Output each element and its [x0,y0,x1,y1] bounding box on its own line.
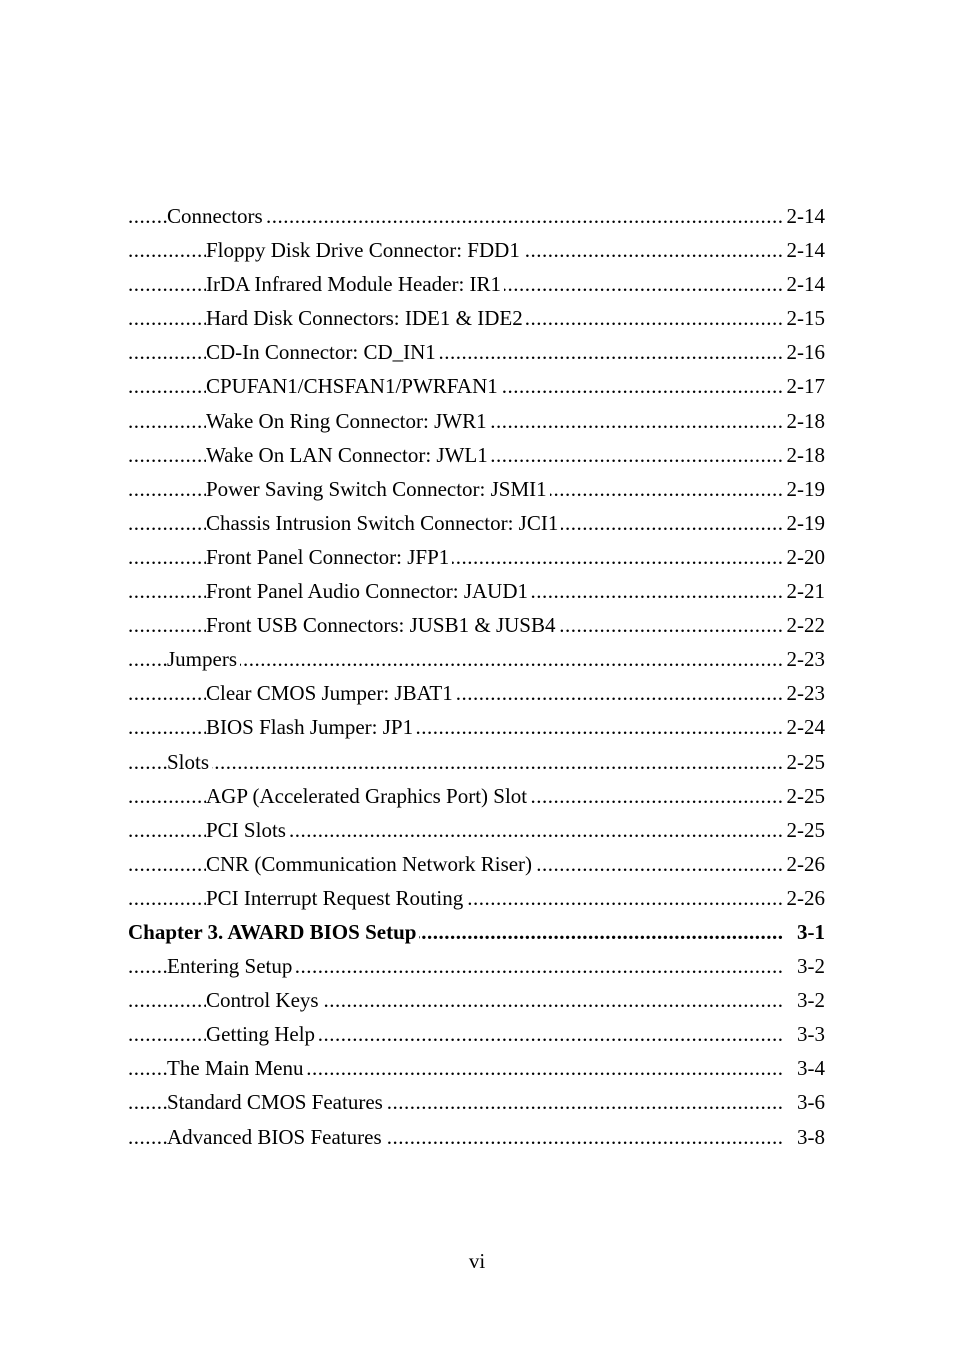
toc-entry-page: 3-3 [793,1017,825,1051]
toc-entry-title: BIOS Flash Jumper: JP1 [206,710,416,744]
toc-subsection-entry[interactable] [0,813,954,847]
toc-entry-title: CD-In Connector: CD_IN1 [206,335,439,369]
toc-entry-title: Control Keys [206,983,322,1017]
toc-entry-title: CNR (Communication Network Riser) [206,847,535,881]
toc-subsection-entry[interactable] [0,779,954,813]
toc-entry-page: 2-18 [783,404,826,438]
toc-entry-page: 3-6 [793,1085,825,1119]
toc-entry-title: Advanced BIOS Features [167,1120,385,1154]
toc-entry-page: 3-2 [793,949,825,983]
toc-entry-page: 2-25 [783,813,826,847]
toc-section-entry[interactable] [0,1085,954,1119]
toc-entry-page: 2-22 [783,608,826,642]
toc-entry-page: 2-18 [783,438,826,472]
toc-entry-page: 2-17 [783,369,826,403]
toc-entry-title: PCI Interrupt Request Routing [206,881,466,915]
toc-subsection-entry[interactable] [0,267,954,301]
toc-entry-title: Wake On LAN Connector: JWL1 [206,438,491,472]
toc-subsection-entry[interactable] [0,1017,954,1051]
toc-entry-title: Front USB Connectors: JUSB1 & JUSB4 [206,608,558,642]
toc-entry-page: 3-4 [793,1051,825,1085]
toc-entry-page: 2-25 [783,779,826,813]
toc-entry-page: 2-20 [783,540,826,574]
toc-section-entry[interactable] [0,199,954,233]
toc-entry-title: Front Panel Connector: JFP1 [206,540,452,574]
toc-entry-page: 2-21 [783,574,826,608]
toc-subsection-entry[interactable] [0,438,954,472]
toc-subsection-entry[interactable] [0,574,954,608]
page-number: vi [468,1249,486,1273]
toc-entry-page: 2-26 [783,847,826,881]
toc-entry-title: Chassis Intrusion Switch Connector: JCI1 [206,506,561,540]
toc-subsection-entry[interactable] [0,506,954,540]
toc-entry-title: Wake On Ring Connector: JWR1 [206,404,490,438]
toc-entry-title: Floppy Disk Drive Connector: FDD1 [206,233,523,267]
toc-entry-page: 2-14 [783,199,826,233]
toc-entry-page: 2-19 [783,472,826,506]
toc-entry-page: 3-8 [793,1120,825,1154]
table-of-contents [0,199,954,1154]
toc-entry-page: 2-23 [783,676,826,710]
toc-subsection-entry[interactable] [0,676,954,710]
toc-entry-page: 2-15 [783,301,826,335]
toc-entry-title: Slots [167,745,212,779]
toc-entry-page: 2-26 [783,881,826,915]
toc-entry-title: IrDA Infrared Module Header: IR1 [206,267,504,301]
toc-section-entry[interactable] [0,745,954,779]
toc-subsection-entry[interactable] [0,404,954,438]
toc-subsection-entry[interactable] [0,540,954,574]
toc-entry-page: 2-14 [783,267,826,301]
toc-subsection-entry[interactable] [0,335,954,369]
toc-entry-page: 2-19 [783,506,826,540]
toc-subsection-entry[interactable] [0,847,954,881]
toc-subsection-entry[interactable] [0,608,954,642]
toc-entry-page: 2-25 [783,745,826,779]
toc-entry-title: CPUFAN1/CHSFAN1/PWRFAN1 [206,369,501,403]
toc-entry-title: Standard CMOS Features [167,1085,386,1119]
toc-entry-page: 2-23 [783,642,826,676]
toc-entry-title: Clear CMOS Jumper: JBAT1 [206,676,456,710]
toc-subsection-entry[interactable] [0,983,954,1017]
dot-leader [128,745,784,779]
toc-entry-page: 3-1 [793,915,825,949]
toc-entry-title: Hard Disk Connectors: IDE1 & IDE2 [206,301,526,335]
toc-subsection-entry[interactable] [0,881,954,915]
toc-entry-title: Connectors [167,199,266,233]
toc-entry-page: 2-14 [783,233,826,267]
toc-subsection-entry[interactable] [0,710,954,744]
toc-section-entry[interactable] [0,1051,954,1085]
toc-entry-page: 2-24 [783,710,826,744]
toc-section-entry[interactable] [0,1120,954,1154]
toc-entry-title: The Main Menu [167,1051,306,1085]
toc-subsection-entry[interactable] [0,472,954,506]
toc-chapter-entry[interactable] [0,915,954,949]
toc-entry-title: Chapter 3. AWARD BIOS Setup [128,915,419,949]
toc-entry-title: Jumpers [167,642,240,676]
toc-entry-page: 3-2 [793,983,825,1017]
toc-subsection-entry[interactable] [0,233,954,267]
toc-entry-title: PCI Slots [206,813,289,847]
toc-subsection-entry[interactable] [0,369,954,403]
toc-entry-page: 2-16 [783,335,826,369]
toc-entry-title: Front Panel Audio Connector: JAUD1 [206,574,531,608]
toc-entry-title: Entering Setup [167,949,295,983]
toc-entry-title: Getting Help [206,1017,318,1051]
toc-entry-title: AGP (Accelerated Graphics Port) Slot [206,779,530,813]
toc-subsection-entry[interactable] [0,301,954,335]
toc-section-entry[interactable] [0,642,954,676]
toc-section-entry[interactable] [0,949,954,983]
toc-entry-title: Power Saving Switch Connector: JSMI1 [206,472,550,506]
